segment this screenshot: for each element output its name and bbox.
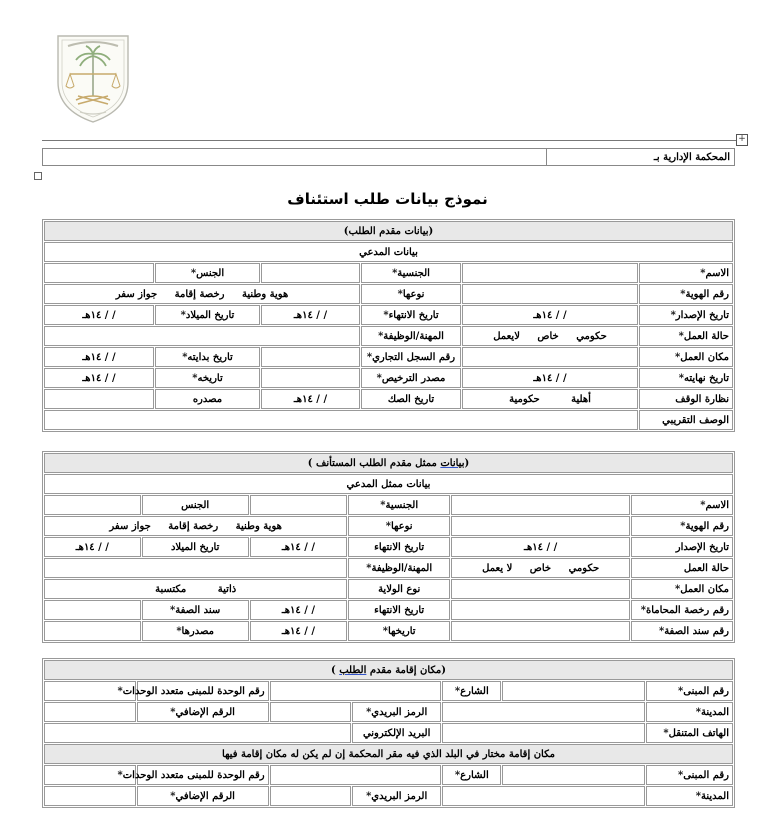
chosen-residence-title: مكان إقامة مختار في البلد الذي فيه مقر المحكمة إن لم يكن له مكان إقامة فيها <box>44 744 733 764</box>
rep-option-national-id[interactable]: هوية وطنية <box>235 520 282 532</box>
option-unemployed[interactable]: لايعمل <box>493 330 520 342</box>
street-label: الشارع* <box>442 681 501 701</box>
rep-occupation-input[interactable] <box>44 558 347 578</box>
guardianship-options[interactable] <box>44 579 347 599</box>
end-date-input[interactable]: / / ١٤هـ <box>462 368 638 388</box>
option-government[interactable]: حكومي <box>576 330 607 342</box>
mobile-label: الهاتف المتنقل* <box>646 723 733 743</box>
rep-option-government[interactable]: حكومي <box>568 562 600 574</box>
title-rest: ممثل مقدم الطلب المستأنف ) <box>307 457 441 469</box>
issue-date-label: تاريخ الإصدار* <box>639 305 733 325</box>
start-date-label: تاريخ بدايته* <box>155 347 260 367</box>
chosen-postal-code-input[interactable] <box>270 786 351 806</box>
license-source-input[interactable] <box>261 368 360 388</box>
work-status-label: حالة العمل* <box>639 326 733 346</box>
expiry-date-input[interactable]: / / ١٤هـ <box>261 305 360 325</box>
rep-option-residence-permit[interactable]: رخصة إقامة <box>168 520 219 532</box>
expiry-date-label: تاريخ الانتهاء* <box>361 305 461 325</box>
lawyer-license-input[interactable] <box>451 600 630 620</box>
rep-issue-date-label: تاريخ الإصدار <box>631 537 733 557</box>
rep-id-number-label: رقم الهوية* <box>631 516 733 536</box>
capacity-doc-number-input[interactable] <box>451 621 630 641</box>
building-no-input[interactable] <box>502 681 644 701</box>
birth-date-label: تاريخ الميلاد* <box>155 305 260 325</box>
rep-work-status-options[interactable] <box>451 558 630 578</box>
start-date-input[interactable]: / / ١٤هـ <box>44 347 154 367</box>
residence-section-title <box>44 660 733 680</box>
id-type-label: نوعها* <box>361 284 461 304</box>
email-label: البريد الإلكتروني <box>352 723 441 743</box>
chosen-street-label: الشارع* <box>442 765 501 785</box>
license-date-input[interactable]: / / ١٤هـ <box>44 368 154 388</box>
applicant-table <box>42 219 735 432</box>
street-input[interactable] <box>270 681 442 701</box>
rep-work-status-label: حالة العمل <box>631 558 733 578</box>
gender-label: الجنس* <box>155 263 260 283</box>
city-input[interactable] <box>442 702 644 722</box>
deed-source-label: مصدره <box>155 389 260 409</box>
representative-table <box>42 451 735 643</box>
applicant-section-title: (بيانات مقدم الطلب) <box>44 221 733 241</box>
work-status-options[interactable] <box>462 326 638 346</box>
approx-desc-label: الوصف التقريبي <box>639 410 733 430</box>
rep-issue-date-input[interactable]: / / ١٤هـ <box>451 537 630 557</box>
rep-id-type-options[interactable] <box>44 516 347 536</box>
rep-occupation-label: المهنة/الوظيفة* <box>348 558 450 578</box>
rep-option-private[interactable]: خاص <box>529 562 552 574</box>
capacity-doc-input[interactable] <box>44 600 141 620</box>
rep-birth-date-input[interactable]: / / ١٤هـ <box>44 537 141 557</box>
mobile-input[interactable] <box>442 723 644 743</box>
chosen-unit-no-label: رقم الوحدة للمبنى متعدد الوحدات* <box>137 765 269 785</box>
chosen-city-label: المدينة* <box>646 786 733 806</box>
chosen-street-input[interactable] <box>270 765 442 785</box>
option-government-endowment[interactable]: حكومية <box>509 393 540 405</box>
residence-table <box>42 658 735 808</box>
rep-gender-label: الجنس <box>142 495 249 515</box>
res-title-close: ) <box>330 664 340 676</box>
court-emblem-logo <box>54 30 132 124</box>
header-divider <box>42 140 736 141</box>
postal-code-input[interactable] <box>270 702 351 722</box>
option-residence-permit[interactable]: رخصة إقامة <box>174 288 225 300</box>
rep-name-input[interactable] <box>451 495 630 515</box>
occupation-label: المهنة/الوظيفة* <box>361 326 461 346</box>
deed-date-input[interactable]: / / ١٤هـ <box>261 389 360 409</box>
name-input[interactable] <box>462 263 638 283</box>
table-move-icon[interactable]: + <box>736 134 748 146</box>
capacity-doc-date-label: تاريخها* <box>348 621 450 641</box>
chosen-additional-no-input[interactable] <box>44 786 136 806</box>
rep-id-number-input[interactable] <box>451 516 630 536</box>
chosen-city-input[interactable] <box>442 786 644 806</box>
option-national-id[interactable]: هوية وطنية <box>241 288 289 300</box>
endowment-options[interactable] <box>462 389 638 409</box>
rep-workplace-input[interactable] <box>451 579 630 599</box>
deed-source-input[interactable] <box>44 389 154 409</box>
capacity-doc-number-label: رقم سند الصفة* <box>631 621 733 641</box>
license-source-label: مصدر الترخيص* <box>361 368 461 388</box>
chosen-building-no-label: رقم المبنى* <box>646 765 733 785</box>
approx-desc-input[interactable] <box>44 410 638 430</box>
res-title-open: ( <box>441 664 447 676</box>
court-label: المحكمة الإدارية بـ <box>547 149 735 166</box>
rep-birth-date-label: تاريخ الميلاد <box>142 537 249 557</box>
lawyer-expiry-input[interactable]: / / ١٤هـ <box>250 600 348 620</box>
building-no-label: رقم المبنى* <box>646 681 733 701</box>
gender-input[interactable] <box>44 263 154 283</box>
deed-date-label: تاريخ الصك <box>361 389 461 409</box>
additional-no-label: الرقم الإضافي* <box>137 702 269 722</box>
email-input[interactable] <box>44 723 351 743</box>
title-word: بيانات <box>440 457 465 469</box>
lawyer-license-label: رقم رخصة المحاماة* <box>631 600 733 620</box>
occupation-input[interactable] <box>44 326 360 346</box>
city-label: المدينة* <box>646 702 733 722</box>
workplace-input[interactable] <box>462 347 638 367</box>
rep-gender-input[interactable] <box>44 495 141 515</box>
rep-id-type-label: نوعها* <box>348 516 450 536</box>
form-title: نموذج بيانات طلب استئناف <box>287 190 488 208</box>
capacity-doc-source-input[interactable] <box>44 621 141 641</box>
option-private[interactable]: خاص <box>537 330 559 342</box>
license-date-label: تاريخه* <box>155 368 260 388</box>
chosen-postal-code-label: الرمز البريدي* <box>352 786 441 806</box>
name-label: الاسم* <box>639 263 733 283</box>
representative-section-title <box>44 453 733 473</box>
guardianship-type-label: نوع الولاية <box>348 579 450 599</box>
rep-expiry-date-input[interactable]: / / ١٤هـ <box>250 537 348 557</box>
rep-workplace-label: مكان العمل* <box>631 579 733 599</box>
id-number-input[interactable] <box>462 284 638 304</box>
chosen-additional-no-label: الرقم الإضافي* <box>137 786 269 806</box>
rep-name-label: الاسم* <box>631 495 733 515</box>
res-title-word: الطلب <box>339 664 367 676</box>
title-paren: ( <box>464 457 470 469</box>
rep-option-passport[interactable]: جواز سفر <box>109 520 151 532</box>
rep-subsection-title: بيانات ممثل المدعي <box>44 474 733 494</box>
chosen-building-no-input[interactable] <box>502 765 644 785</box>
additional-no-input[interactable] <box>44 702 136 722</box>
option-passport[interactable]: جواز سفر <box>115 288 158 300</box>
option-private-endowment[interactable]: أهلية <box>571 393 591 405</box>
workplace-label: مكان العمل* <box>639 347 733 367</box>
res-title-main: مكان إقامة مقدم <box>366 664 442 676</box>
birth-date-input[interactable]: / / ١٤هـ <box>44 305 154 325</box>
court-table <box>42 148 735 166</box>
id-number-label: رقم الهوية* <box>639 284 733 304</box>
court-name-input[interactable] <box>43 149 547 166</box>
issue-date-input[interactable]: / / ١٤هـ <box>462 305 638 325</box>
id-type-options[interactable] <box>44 284 360 304</box>
option-acquired[interactable]: مكتسبة <box>155 583 187 595</box>
table-resize-handle[interactable] <box>34 172 42 180</box>
postal-code-label: الرمز البريدي* <box>352 702 441 722</box>
cr-number-input[interactable] <box>261 347 360 367</box>
unit-no-label: رقم الوحدة للمبنى متعدد الوحدات* <box>137 681 269 701</box>
rep-option-unemployed[interactable]: لا يعمل <box>482 562 513 574</box>
plaintiff-subsection-title: بيانات المدعي <box>44 242 733 262</box>
rep-nationality-label: الجنسية* <box>348 495 450 515</box>
option-self[interactable]: ذاتية <box>217 583 237 595</box>
lawyer-expiry-label: تاريخ الانتهاء <box>348 600 450 620</box>
endowment-label: نظارة الوقف <box>639 389 733 409</box>
rep-nationality-input[interactable] <box>250 495 348 515</box>
capacity-doc-label: سند الصفة* <box>142 600 249 620</box>
nationality-input[interactable] <box>261 263 360 283</box>
capacity-doc-source-label: مصدرها* <box>142 621 249 641</box>
cr-number-label: رقم السجل التجاري* <box>361 347 461 367</box>
rep-expiry-date-label: تاريخ الانتهاء <box>348 537 450 557</box>
nationality-label: الجنسية* <box>361 263 461 283</box>
end-date-label: تاريخ نهايته* <box>639 368 733 388</box>
capacity-doc-date-input[interactable]: / / ١٤هـ <box>250 621 348 641</box>
